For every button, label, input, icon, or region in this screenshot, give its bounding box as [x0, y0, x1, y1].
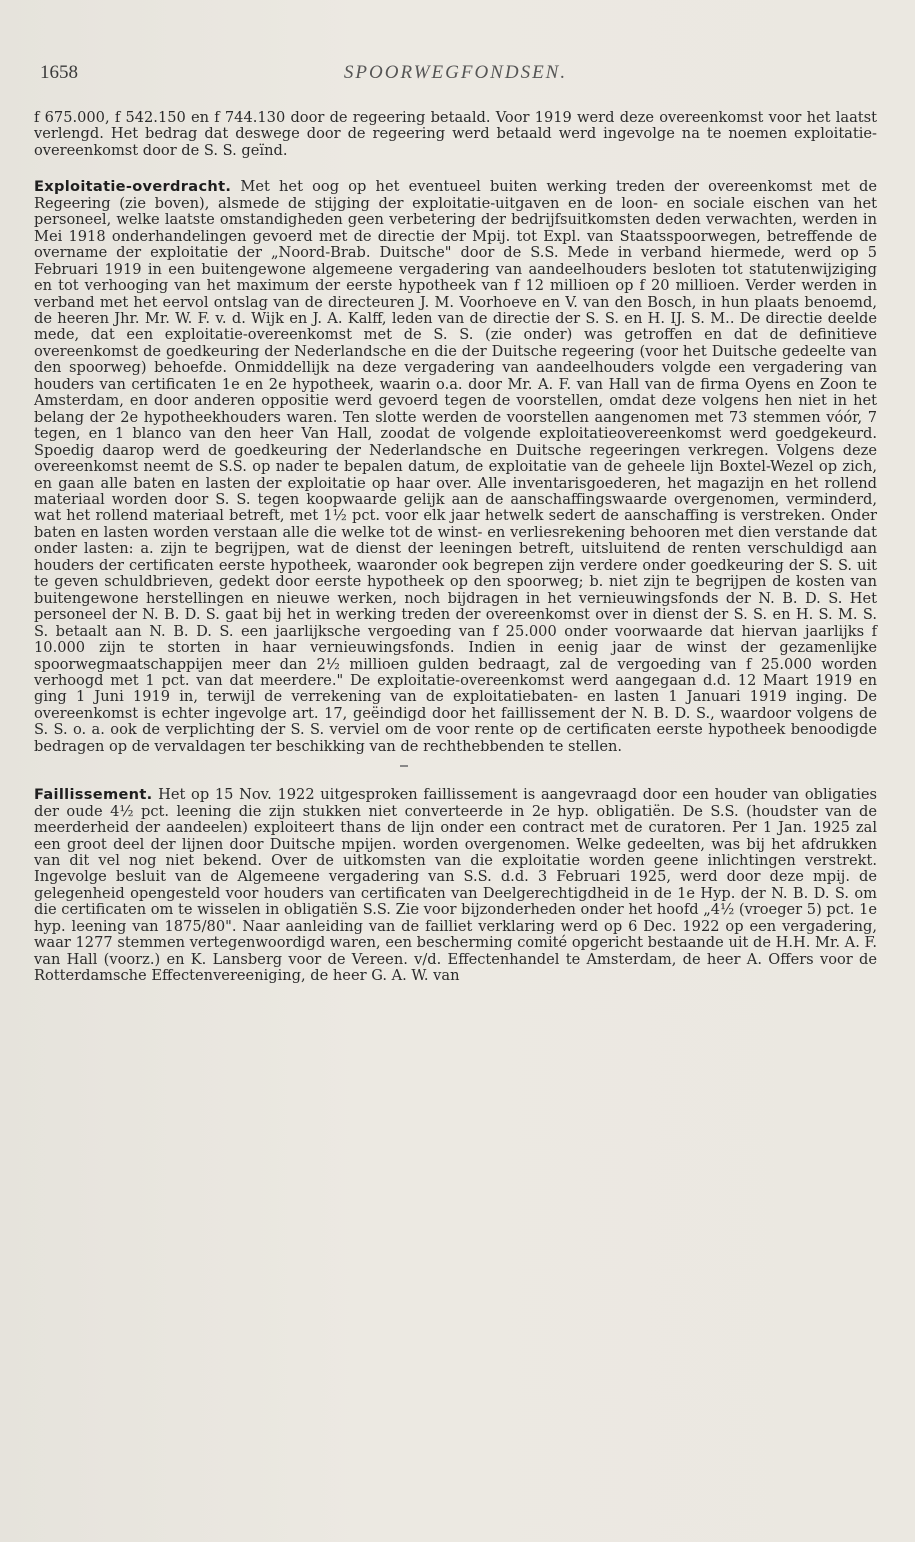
page-number: 1658 [40, 62, 78, 83]
section-heading-faillissement: Faillissement. [34, 786, 153, 804]
paragraph-exploitatie-body: Met het oog op het eventueel buiten werking treden der overeenkomst met de Regeering (zie boven), alsmede de stijging der exploitatie-uitgaven en de loon- en sociale eischen van het personeel, welke laatste omstandigheden geen verbetering der bedrijfsuitkomsten deden verwachten, werden in Mei 1918 onderhandelingen gevoerd met de directie der Mpij. tot Expl. van Staatsspoorwegen, betreffende de overname der exploitatie der „Noord-Brab. Duitsche" door de S.S. Mede in verband hiermede, werd op 5 Februari 1919 in een buitengewone algemeene vergadering van aandeelhouders besloten tot statutenwijziging en tot verhooging van het maximum der eerste hypotheek van f 12 millioen op f 20 millioen. Verder werden in verband met het eervol ontslag van de directeuren J. M. Voorhoeve en V. van den Bosch, in hun plaats benoemd, de heeren Jhr. Mr. W. F. v. d. Wijk en J. A. Kalff, leden van de directie der S. S. en H. IJ. S. M.. De directie deelde mede, dat een exploitatie-overeenkomst met de S. S. (zie onder) was getroffen en dat de definitieve overeenkomst de goedkeuring der Nederlandsche en die der Duitsche regeering (voor het Duitsche gedeelte van den spoorweg) behoefde. Onmiddellijk na deze vergadering van aandeelhouders volgde een vergadering van houders van certificaten 1e en 2e hypotheek, waarin o.a. door Mr. A. F. van Hall van de firma Oyens en Zoon te Amsterdam, en door anderen oppositie werd gevoerd tegen de voorstellen, omdat deze volgens hen niet in het belang der 2e hypotheekhouders waren. Ten slotte werden de voorstellen aangenomen met 73 stemmen vóór, 7 tegen, en 1 blanco van den heer Van Hall, zoodat de volgende exploitatieovereenkomst werd goedgekeurd. Spoedig daarop werd de goedkeuring der Nederlandsche en Duitsche regeeringen verkregen. Volgens deze overeenkomst neemt de S.S. op nader te bepalen datum, de exploitatie van de geheele lijn Boxtel-Wezel op zich, en gaan alle baten en lasten der exploitatie op haar over. Alle inventarisgoederen, het magazijn en het rollend materiaal worden door S. S. tegen koopwaarde gelijk aan de aanschaffingswaarde overgenomen, verminderd, wat het rollend materiaal betreft, met 1½ pct. voor elk jaar hetwelk sedert de aanschaffing is verstreken. Onder baten en lasten worden verstaan alle die welke tot de winst- en verliesrekening behooren met dien verstande dat onder lasten: a. zijn te begrijpen, wat de dienst der leeningen betreft, uitsluitend de renten verschuldigd aan houders der certificaten eerste hypotheek, waaronder ook begrepen zijn verdere onder goedkeuring der S. S. uit te geven schuldbrieven, gedekt door eerste hypotheek op den spoorweg; b. niet zijn te begrijpen de kosten van buitengewone herstellingen en nieuwe werken, noch bijdragen in het vernieuwingsfonds der N. B. D. S. Het personeel der N. B. D. S. gaat bij het in werking treden der overeenkomst over in dienst der S. S. en H. S. M. S. S. betaalt aan N. B. D. S. een jaarlijksche vergoeding van f 25.000 onder voorwaarde dat hiervan jaarlijks f 10.000 zijn te storten in haar vernieuwingsfonds. Indien in eenig jaar de winst der gezamenlijke spoorwegmaatschappijen meer dan 2½ millioen gulden bedraagt, zal de vergoeding van f 25.000 worden verhoogd met 1 pct. van dat meerdere." De exploitatie-overeenkomst werd aangegaan d.d. 12 Maart 1919 en ging 1 Juni 1919 in, terwijl de verrekening van de exploitatiebaten- en lasten 1 Januari 1919 inging. De overeenkomst is echter ingevolge art. 17, geëindigd door het faillissement der N. B. D. S., waardoor volgens de S. S. o. a. ook de verplichting der S. S. verviel om de voor rente op de certificaten eerste hypotheek benoodigde bedragen op de vervaldagen ter beschikking van de rechthebbenden te stellen. [34, 178, 878, 755]
paragraph-faillissement-body: Het op 15 Nov. 1922 uitgesproken faillissement is aangevraagd door een houder van obligaties der oude 4½ pct. leening die zijn stukken niet converteerde in 2e hyp. obligatiën. De S.S. (houdster van de meerderheid der aandeelen) exploiteert thans de lijn onder een contract met de curatoren. Per 1 Jan. 1925 zal een groot deel der lijnen door Duitsche mpijen. worden overgenomen. Welke gedeelten, was bij het afdrukken van dit vel nog niet bekend. Over de uitkomsten van die exploitatie worden geene inlichtingen verstrekt. Ingevolge besluit van de Algemeene vergadering van S.S. d.d. 3 Februari 1925, werd door deze mpij. de gelegenheid opengesteld voor houders van certificaten van Deelgerechtigdheid in de 1e Hyp. der N. B. D. S. om die certificaten om te wisselen in obligatiën S.S. Zie voor bijzonderheden onder het hoofd „4½ (vroeger 5) pct. 1e hyp. leening van 1875/80". Naar aanleiding van de failliet verklaring werd op 6 Dec. 1922 op een vergadering, waar 1277 stemmen vertegenwoordigd waren, een bescherming comité opgericht bestaande uit de H.H. Mr. A. F. van Hall (voorz.) en K. Lansberg voor de Vereen. v/d. Effectenhandel te Amsterdam, de heer A. Offers voor de Rotterdamsche Effectenvereeniging, de heer G. A. W. van [34, 786, 877, 985]
running-title: SPOORWEGFONDSEN. [343, 62, 568, 83]
paragraph-payments: f 675.000, f 542.150 en f 744.130 door de regeering betaald. Voor 1919 werd deze overeenkomst voor het laatst verlengd. Het bedrag dat deswege door de regeering werd betaald werd ingevolge na te noemen exploitatie-overeenkomst door de S. S. geïnd. [34, 109, 877, 159]
paragraph-exploitatie-overdracht [34, 179, 877, 755]
page-header [34, 56, 877, 96]
section-divider [400, 765, 408, 767]
section-heading-exploitatie-overdracht: Exploitatie-overdracht. [34, 178, 232, 196]
paragraph-faillissement [34, 787, 877, 984]
